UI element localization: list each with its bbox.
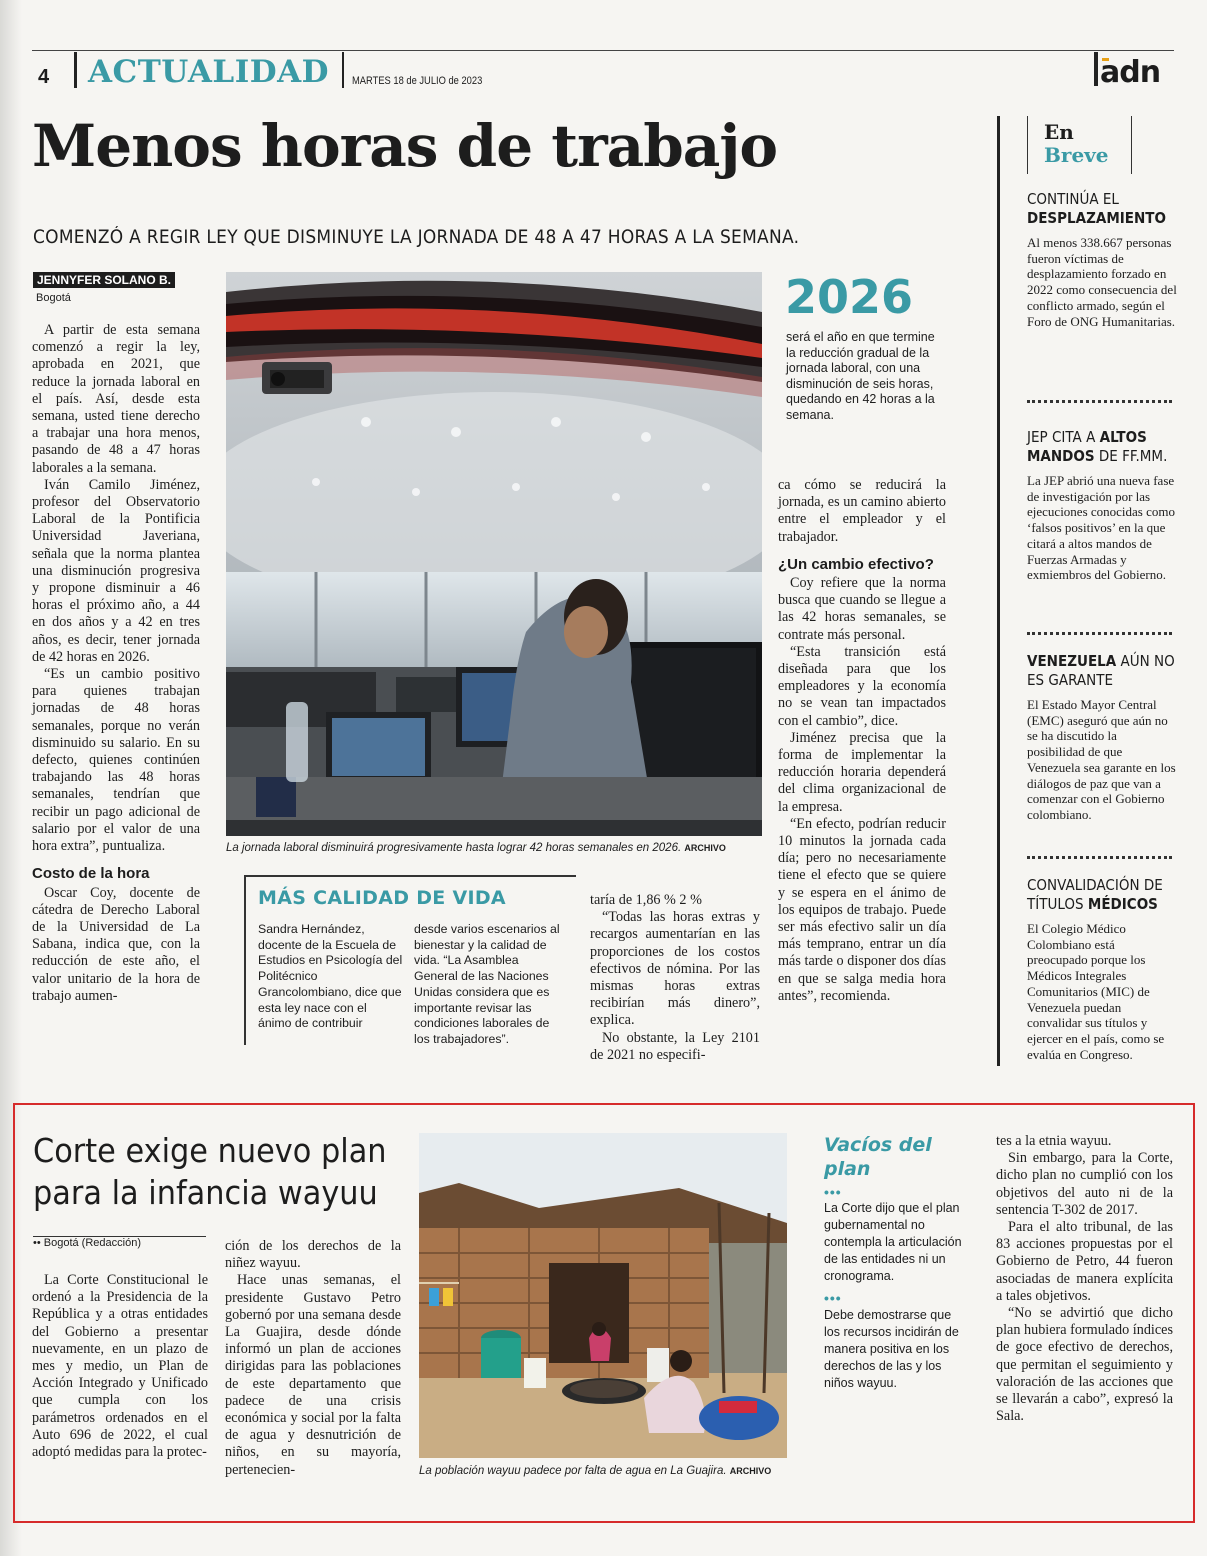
photo-credit: ARCHIVO (684, 843, 726, 853)
brief-item (1027, 652, 1177, 823)
brief-heading-tail: DE FF.MM. (1098, 447, 1168, 465)
paragraph: Iván Camilo Jiménez, profesor del Observatorio Laboral de la Pontificia Universidad Javeriana, señala que la norma plantea una disminución progresiva y propone disminuir a 46 horas el próximo año, a 44 en dos años y a 42 en tres años, es decir, tener jornada de 42 horas en 2026. (32, 476, 200, 665)
header-divider (74, 52, 77, 88)
paragraph: A partir de esta semana comenzó a regir la ley, aprobada en 2021, que reduce la jornada laboral en el país. Así, desde esta semana, usted tiene derecho a trabajar una hora menos, pasando de 48 a 47 horas laborales a la semana. (32, 322, 200, 476)
en-breve-title-a: En (1044, 120, 1074, 144)
bullet-dots: ••• (824, 1290, 842, 1306)
vacios-item: La Corte dijo que el plan gubernamental no contempla la articulación de las entidades ni un cronograma. (824, 1201, 962, 1283)
paragraph: Sin embargo, para la Corte, dicho plan no cumplió con los objetivos del auto ni de la sentencia T-302 de 2017. (996, 1150, 1173, 1218)
office-photo-illustration (226, 272, 762, 836)
brief-heading-plain: CONTINÚA EL (1027, 190, 1119, 208)
brief-separator (1027, 400, 1172, 403)
caption-text: La población wayuu padece por falta de agua en La Guajira. (419, 1465, 727, 1477)
second-byline: •• Bogotá (Redacción) (33, 1237, 141, 1249)
brief-text: El Colegio Médico Colombiano está preocupado porque los Médicos Integrales Comunitarios (MIC) de Venezuela puedan convalidar sus títulos y ejercer en el país, como se evalúa en Congreso. (1027, 921, 1165, 1062)
caption-text: La jornada laboral disminuirá progresivamente hasta lograr 42 horas semanales en 2026. (226, 842, 682, 854)
paragraph: “Es un cambio positivo para quienes trabajan jornadas de 48 horas semanales, porque no verán disminuido su salario. En su defecto, quienes continúen trabajando las 48 horas semanales, tendrían que recibir un pago adicional de salario por el valor de una hora extra”, puntualiza. (32, 666, 200, 855)
brief-separator (1027, 632, 1172, 635)
paragraph: “En efecto, podrían reducir 10 minutos la jornada cada día; pero no necesariamente tiene el efecto que se quiere y se espera en el ánimo de los equipos de trabajo. Puede ser más efectivo salir un día más temprano, entrar un día más tarde o disponer dos días en que se salga media hora antes”, recomienda. (778, 815, 946, 1004)
header-rule (32, 50, 1174, 51)
sidebar-rule (997, 116, 1000, 1066)
brief-heading (1027, 876, 1180, 914)
paragraph: Jiménez precisa que la forma de implementar la reducción horaria dependerá del clima organizacional de la empresa. (778, 729, 946, 815)
second-headline-line-1: Corte exige nuevo plan (33, 1131, 387, 1170)
paragraph: ca cómo se reducirá la jornada, es un camino abierto entre el empleador y el trabajador. (778, 477, 946, 545)
brief-heading-bold: MÉDICOS (1087, 895, 1158, 913)
paragraph: “Esta transición está diseñada para que los empleadores y la economía no se vean tan impactados con el cambio”, dice. (778, 643, 946, 729)
brief-heading-plain: JEP CITA A (1027, 428, 1096, 446)
sidebox-column-a: Sandra Hernández, docente de la Escuela de Estudios en Psicología del Politécnico Grancolombiano, dice que esta ley nace con el ánimo de contribuir (258, 922, 403, 1031)
brief-text: El Estado Mayor Central (EMC) aseguró que aún no se ha discutido la posibilidad de que Venezuela sea garante en los diálogos de paz que van a comenzar con el Gobierno colombiano. (1027, 697, 1176, 822)
main-column-1 (32, 322, 200, 1005)
main-deck: COMENZÓ A REGIR LEY QUE DISMINUYE LA JORNADA DE 48 A 47 HORAS A LA SEMANA. (33, 227, 800, 248)
brief-heading (1027, 428, 1180, 466)
logo-bar (1094, 52, 1098, 86)
author-byline: JENNYFER SOLANO B. (33, 272, 175, 288)
wayuu-photo-illustration (419, 1133, 787, 1458)
paragraph: ción de los derechos de la niñez wayuu. (225, 1238, 401, 1272)
highlight-number: 2026 (785, 270, 914, 324)
paragraph: Coy refiere que la norma busca que cuando se llegue a las 42 horas semanales, se contrate más personal. (778, 575, 946, 643)
paragraph: “Todas las horas extras y recargos aumentarían en las proporciones de los costos efectivos de nómina. Por las mismas horas extras recibirían más dinero”, explica. (590, 909, 760, 1029)
subhead-costo: Costo de la hora (32, 865, 150, 883)
issue-date: MARTES 18 de JULIO de 2023 (352, 75, 483, 87)
brief-text: Al menos 338.667 personas fueron víctimas de desplazamiento forzado en 2022 como consecuencia del conflicto armado, según el Foro de ONG Humanitarias. (1027, 235, 1177, 329)
brief-heading-bold: VENEZUELA (1027, 652, 1117, 670)
paragraph: “No se advirtió que dicho plan hubiera formulado índices de goce efectivo de derechos, que permitan el seguimiento y valoración de las acciones que se llevarán a cabo”, expresó la Sala. (996, 1305, 1173, 1425)
page-number: 4 (38, 66, 50, 88)
sidebox-column-b: desde varios escenarios al bienestar y la calidad de vida. “La Asamblea General de las Naciones Unidas considera que es importante revisar las condiciones laborales de los trabajadores”. (414, 922, 560, 1046)
office-photo (226, 272, 762, 836)
main-column-3 (778, 477, 946, 1005)
wayuu-photo-caption (419, 1465, 771, 1477)
header-divider-2 (342, 52, 344, 88)
subhead-cambio: ¿Un cambio efectivo? (778, 555, 934, 573)
paragraph: taría de 1,86 % 2 % (590, 892, 702, 908)
paragraph: La Corte Constitucional le ordenó a la Presidencia de la República y a otras entidades del Gobierno a presentar nuevamente, en un plazo de mes y medio, un Plan de Acción Integrado y Unificado que cumpla con los parámetros ordenados en el Auto 696 de 2022, el cual adoptó medidas para la protec- (32, 1272, 208, 1461)
brief-item (1027, 190, 1177, 329)
wayuu-photo (419, 1133, 787, 1458)
brief-item (1027, 876, 1177, 1062)
photo-caption (226, 842, 726, 854)
second-column-2 (225, 1238, 401, 1479)
newspaper-logo: adn (1100, 55, 1161, 90)
vacios-item: Debe demostrarse que los recursos incidirán de manera positiva en los derechos de las y los niños wayuu. (824, 1308, 959, 1390)
brief-text: La JEP abrió una nueva fase de investigación por las ejecuciones conocidas como ‘falsos positivos’ en la que citará a altos mandos de Fuerzas Armadas y exmiembros del Gobierno. (1027, 473, 1175, 583)
paragraph: No obstante, la Ley 2101 de 2021 no especifi- (590, 1029, 760, 1063)
second-column-1 (32, 1272, 208, 1461)
section-title: ACTUALIDAD (88, 54, 330, 90)
paragraph: Oscar Coy, docente de cátedra de Derecho Laboral de la Universidad de La Sabana, indica que, con la reducción de este año, el valor unitario de la hora de trabajo aumen- (32, 884, 200, 1004)
bullet-dots: ••• (824, 1184, 842, 1200)
sidebox-title: MÁS CALIDAD DE VIDA (258, 887, 506, 909)
paragraph: tes a la etnia wayuu. (996, 1133, 1112, 1149)
vacios-title: Vacíos del plan (824, 1134, 932, 1180)
brief-heading (1027, 190, 1180, 228)
main-headline: Menos horas de trabajo (32, 112, 778, 180)
brief-heading-bold: DESPLAZAMIENTO (1027, 209, 1167, 227)
second-headline-line-2: para la infancia wayuu (33, 1173, 378, 1212)
brief-heading-bold: ALTOS MANDOS (1027, 428, 1147, 465)
brief-heading-tail: AÚN NO ES GARANTE (1027, 652, 1175, 689)
second-headline (33, 1130, 387, 1214)
brief-separator (1027, 856, 1172, 859)
main-column-2 (590, 892, 760, 1064)
brief-heading-plain: CONVALIDACIÓN DE TÍTULOS (1027, 876, 1163, 913)
highlight-text: será el año en que termine la reducción gradual de la jornada laboral, con una disminución de seis horas, quedando en 42 horas a la semana. (786, 330, 935, 422)
brief-item (1027, 428, 1177, 583)
en-breve-title-b: Breve (1044, 143, 1109, 167)
paragraph: Hace unas semanas, el presidente Gustavo Petro gobernó por una semana desde La Guajira, desde dónde informó un plan de acciones dirigidas para las poblaciones de este departamento que padece de una crisis económica y social por la falta de agua y desnutrición de niños, en su mayoría, pertenecien- (225, 1272, 401, 1478)
paragraph: Para el alto tribunal, de las 83 acciones propuestas por el Gobierno de Petro, 44 fueron asociadas de manera explícita a tales objetivos. (996, 1219, 1173, 1304)
brief-heading (1027, 652, 1180, 690)
dateline-city: Bogotá (36, 292, 71, 304)
photo-credit: ARCHIVO (729, 1466, 772, 1476)
second-column-4 (996, 1133, 1173, 1425)
